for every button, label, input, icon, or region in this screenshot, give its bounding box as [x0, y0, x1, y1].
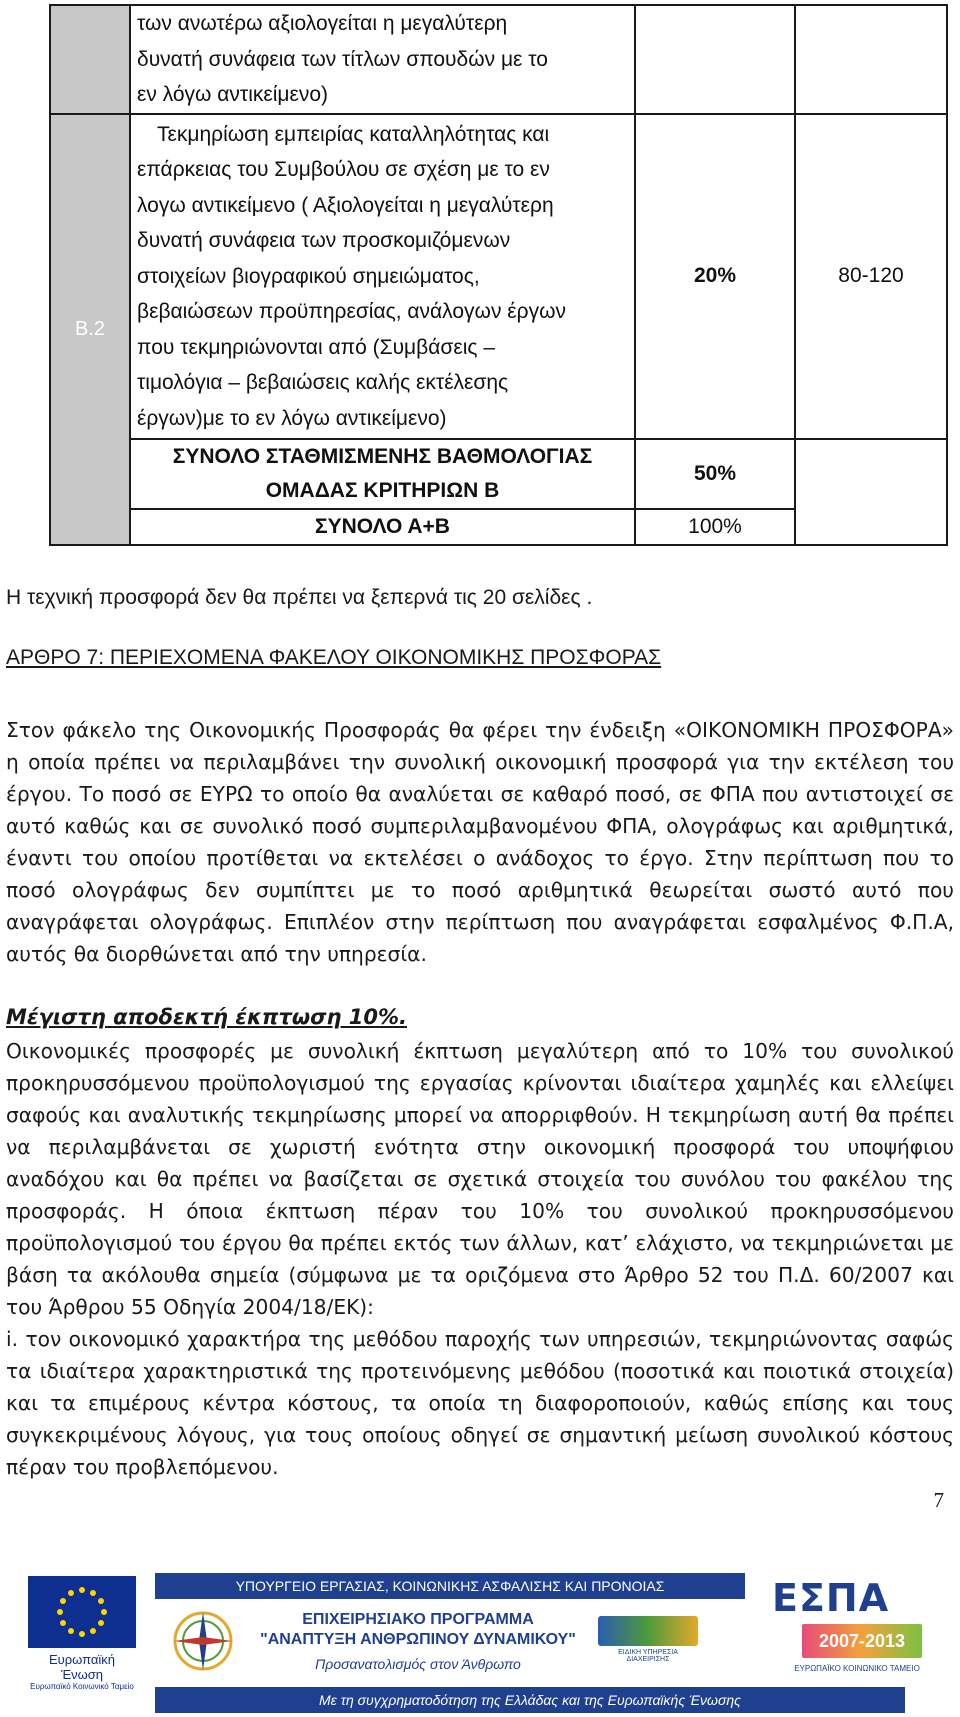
description-line: βεβαιώσεων προϋπηρεσίας, ανάλογων έργων [137, 300, 566, 323]
eu-flag-icon [28, 1576, 136, 1648]
page-number: 7 [933, 1488, 944, 1512]
footer-logos [0, 1570, 960, 1717]
criterion-code: Β.2 [50, 114, 130, 546]
paragraph-discount-rules: Οικονομικές προσφορές με συνολική έκπτωση μεγαλύτερη από το 10% του συνολικού προκηρυσσόμενου προϋπολογισμού της εργασίας κρίνονται ιδιαίτερα χαμηλές και ελλείψει σαφούς και αναλυτικής τεκμηρίωσης μπορεί να απορριφθούν. Η τεκμηρίωση αυτή θα πρέπει να περιλαμβάνεται σε χωριστή ενότητα στην οικονομική προσφορά του υποψήφιου αναδόχου και θα πρέπει να βασίζεται σε σχετικά στοιχεία του συνόλου του φακέλου της προσφοράς. Η όποια έκπτωση πέραν του 10% του συνολικού προκηρυσσόμενου προϋπολογισμού του έργου θα πρέπει εκτός των άλλων, κατ’ ελάχιστο, να τεκμηριώνεται με βάση τα ακόλουθα σημεία (σύμφωνα με τα οριζόμενα στο Άρθρο 52 του Π.Δ. 60/2007 και του Άρθρου 55 Οδηγία 2004/18/ΕΚ): [6, 1039, 954, 1319]
total-b-weight: 50% [635, 439, 795, 509]
program-title-line: ΕΠΙΧΕΙΡΗΣΙΑΚΟ ΠΡΟΓΡΑΜΜΑ [302, 1611, 534, 1628]
description-line: των ανωτέρω αξιολογείται η μεγαλύτερη [137, 12, 508, 35]
max-discount-heading: Μέγιστη αποδεκτή έκπτωση 10%. [6, 1005, 407, 1029]
description-line: τιμολόγια – βεβαιώσεις καλής εκτέλεσης [137, 371, 509, 394]
table-row-total-b [50, 439, 947, 509]
total-range-cell [795, 439, 947, 545]
total-b-line: ΟΜΑΔΑΣ ΚΡΙΤΗΡΙΩΝ Β [265, 479, 500, 502]
criterion-weight: 20% [635, 114, 795, 440]
authority-mark-icon [598, 1616, 698, 1646]
espa-logo [772, 1576, 942, 1684]
code-cell [50, 5, 130, 114]
description-line: λογω αντικείμενο ( Αξιολογείται η μεγαλύτερη [137, 193, 554, 217]
program-slogan: Προσανατολισμός στον Άνθρωπο [315, 1656, 521, 1672]
total-b-label [130, 439, 635, 509]
ministry-banner: ΥΠΟΥΡΓΕΙΟ ΕΡΓΑΣΙΑΣ, ΚΟΙΝΩΝΙΚΗΣ ΑΣΦΑΛΙΣΗΣ ΚΑΙ ΠΡΟΝΟΙΑΣ [155, 1573, 745, 1599]
criteria-table [49, 4, 948, 546]
range-cell [795, 5, 947, 114]
managing-authority-logo [598, 1616, 698, 1663]
description-line: που τεκμηριώνονται από (Συμβάσεις – [137, 335, 495, 359]
description-line: εν λόγω αντικείμενο) [137, 83, 329, 106]
weight-cell [635, 5, 795, 114]
eu-logo [28, 1576, 136, 1691]
total-ab-label: ΣΥΝΟΛΟ Α+Β [130, 509, 635, 545]
total-b-line: ΣΥΝΟΛΟ ΣΤΑΘΜΙΣΜΕΝΗΣ ΒΑΘΜΟΛΟΓΙΑΣ [172, 445, 593, 468]
espa-years: 2007-2013 [802, 1624, 922, 1658]
espa-subcaption: ΕΥΡΩΠΑΪΚΟ ΚΟΙΝΩΝΙΚΟ ΤΑΜΕΙΟ [794, 1664, 920, 1673]
authority-caption: ΕΙΔΙΚΗ ΥΠΗΡΕΣΙΑ ΔΙΑΧΕΙΡΙΣΗΣ [618, 1649, 678, 1663]
description-line: δυνατή συνάφεια των τίτλων σπουδών με το [137, 47, 548, 71]
total-ab-weight: 100% [635, 509, 795, 545]
criterion-description-continued [130, 5, 635, 114]
eu-subcaption: Ευρωπαϊκό Κοινωνικό Ταμείο [30, 1682, 134, 1691]
eu-caption: Ευρωπαϊκή Ένωση [48, 1652, 116, 1682]
description-line: Τεκμηρίωση εμπειρίας καταλληλότητας και [157, 122, 550, 146]
paragraph-financial-offer: Στον φάκελο της Οικονομικής Προσφοράς θα φέρει την ένδειξη «ΟΙΚΟΝΟΜΙΚΗ ΠΡΟΣΦΟΡΑ» η οποία πρέπει να περιλαμβάνει την συνολική οικονομική προσφορά για την εκτέλεση του έργου. Το ποσό σε ΕΥΡΩ το οποίο θα αναλύεται σε καθαρό ποσό, σε ΦΠΑ που αντιστοιχεί σε αυτό καθώς και σε συνολικό ποσό συμπεριλαμβανομένου ΦΠΑ, ολογράφως και αριθμητικά, έναντι του οποίου προτίθεται να εκτελέσει ο ανάδοχος το έργο. Στην περίπτωση που το ποσό ολογράφως δεν συμπίπτει με το ποσό αριθμητικά θεωρείται σωστό αυτό που αναγράφεται ολογράφως. Επιπλέον στην περίπτωση που αναγράφεται εσφαλμένος Φ.Π.Α, αυτός θα διορθώνεται από την υπηρεσία. [6, 718, 954, 966]
description-line: στοιχείων βιογραφικού σημειώματος, [137, 264, 480, 288]
paragraph-point-i: i. τον οικονομικό χαρακτήρα της μεθόδου παροχής των υπηρεσιών, τεκμηριώνοντας σαφώς τα ιδιαίτερα χαρακτηριστικά της προτεινόμενης μεθόδου (ποσοτικά και ποιοτικά στοιχεία) και τα επιμέρους κέντρα κόστους, τα οποία τη διαφοροποιούν, καθώς επίσης και τους συγκεκριμένους λόγους, για τους οποίους οδηγεί σε σημαντική μείωση συνολικού κόστους πέραν του προβλεπόμενου. [6, 1327, 954, 1479]
page-limit-note: Η τεχνική προσφορά δεν θα πρέπει να ξεπερνά τις 20 σελίδες . [6, 586, 593, 609]
program-title [248, 1610, 588, 1650]
program-title-line: "ΑΝΑΠΤΥΞΗ ΑΝΘΡΩΠΙΝΟΥ ΔΥΝΑΜΙΚΟΥ" [260, 1631, 576, 1648]
table-row [50, 5, 947, 114]
espa-wordmark: ΕΣΠΑ [772, 1576, 890, 1620]
description-line: δυνατή συνάφεια των προσκομιζόμενων [137, 229, 511, 252]
criterion-range: 80-120 [795, 114, 947, 440]
table-row-b2 [50, 114, 947, 440]
article-title: ΑΡΘΡΟ 7: ΠΕΡΙΕΧΟΜΕΝΑ ΦΑΚΕΛΟΥ ΟΙΚΟΝΟΜΙΚΗΣ ΠΡΟΣΦΟΡΑΣ [6, 646, 662, 669]
cofinance-banner: Με τη συγχρηματοδότηση της Ελλάδας και της Ευρωπαϊκής Ένωσης [155, 1687, 905, 1713]
compass-logo-icon [170, 1608, 236, 1678]
description-line: επάρκειας του Συμβούλου σε σχέση με το εν [137, 158, 550, 181]
description-line: έργων)με το εν λόγω αντικείμενο) [137, 406, 447, 430]
criterion-description [130, 114, 635, 440]
